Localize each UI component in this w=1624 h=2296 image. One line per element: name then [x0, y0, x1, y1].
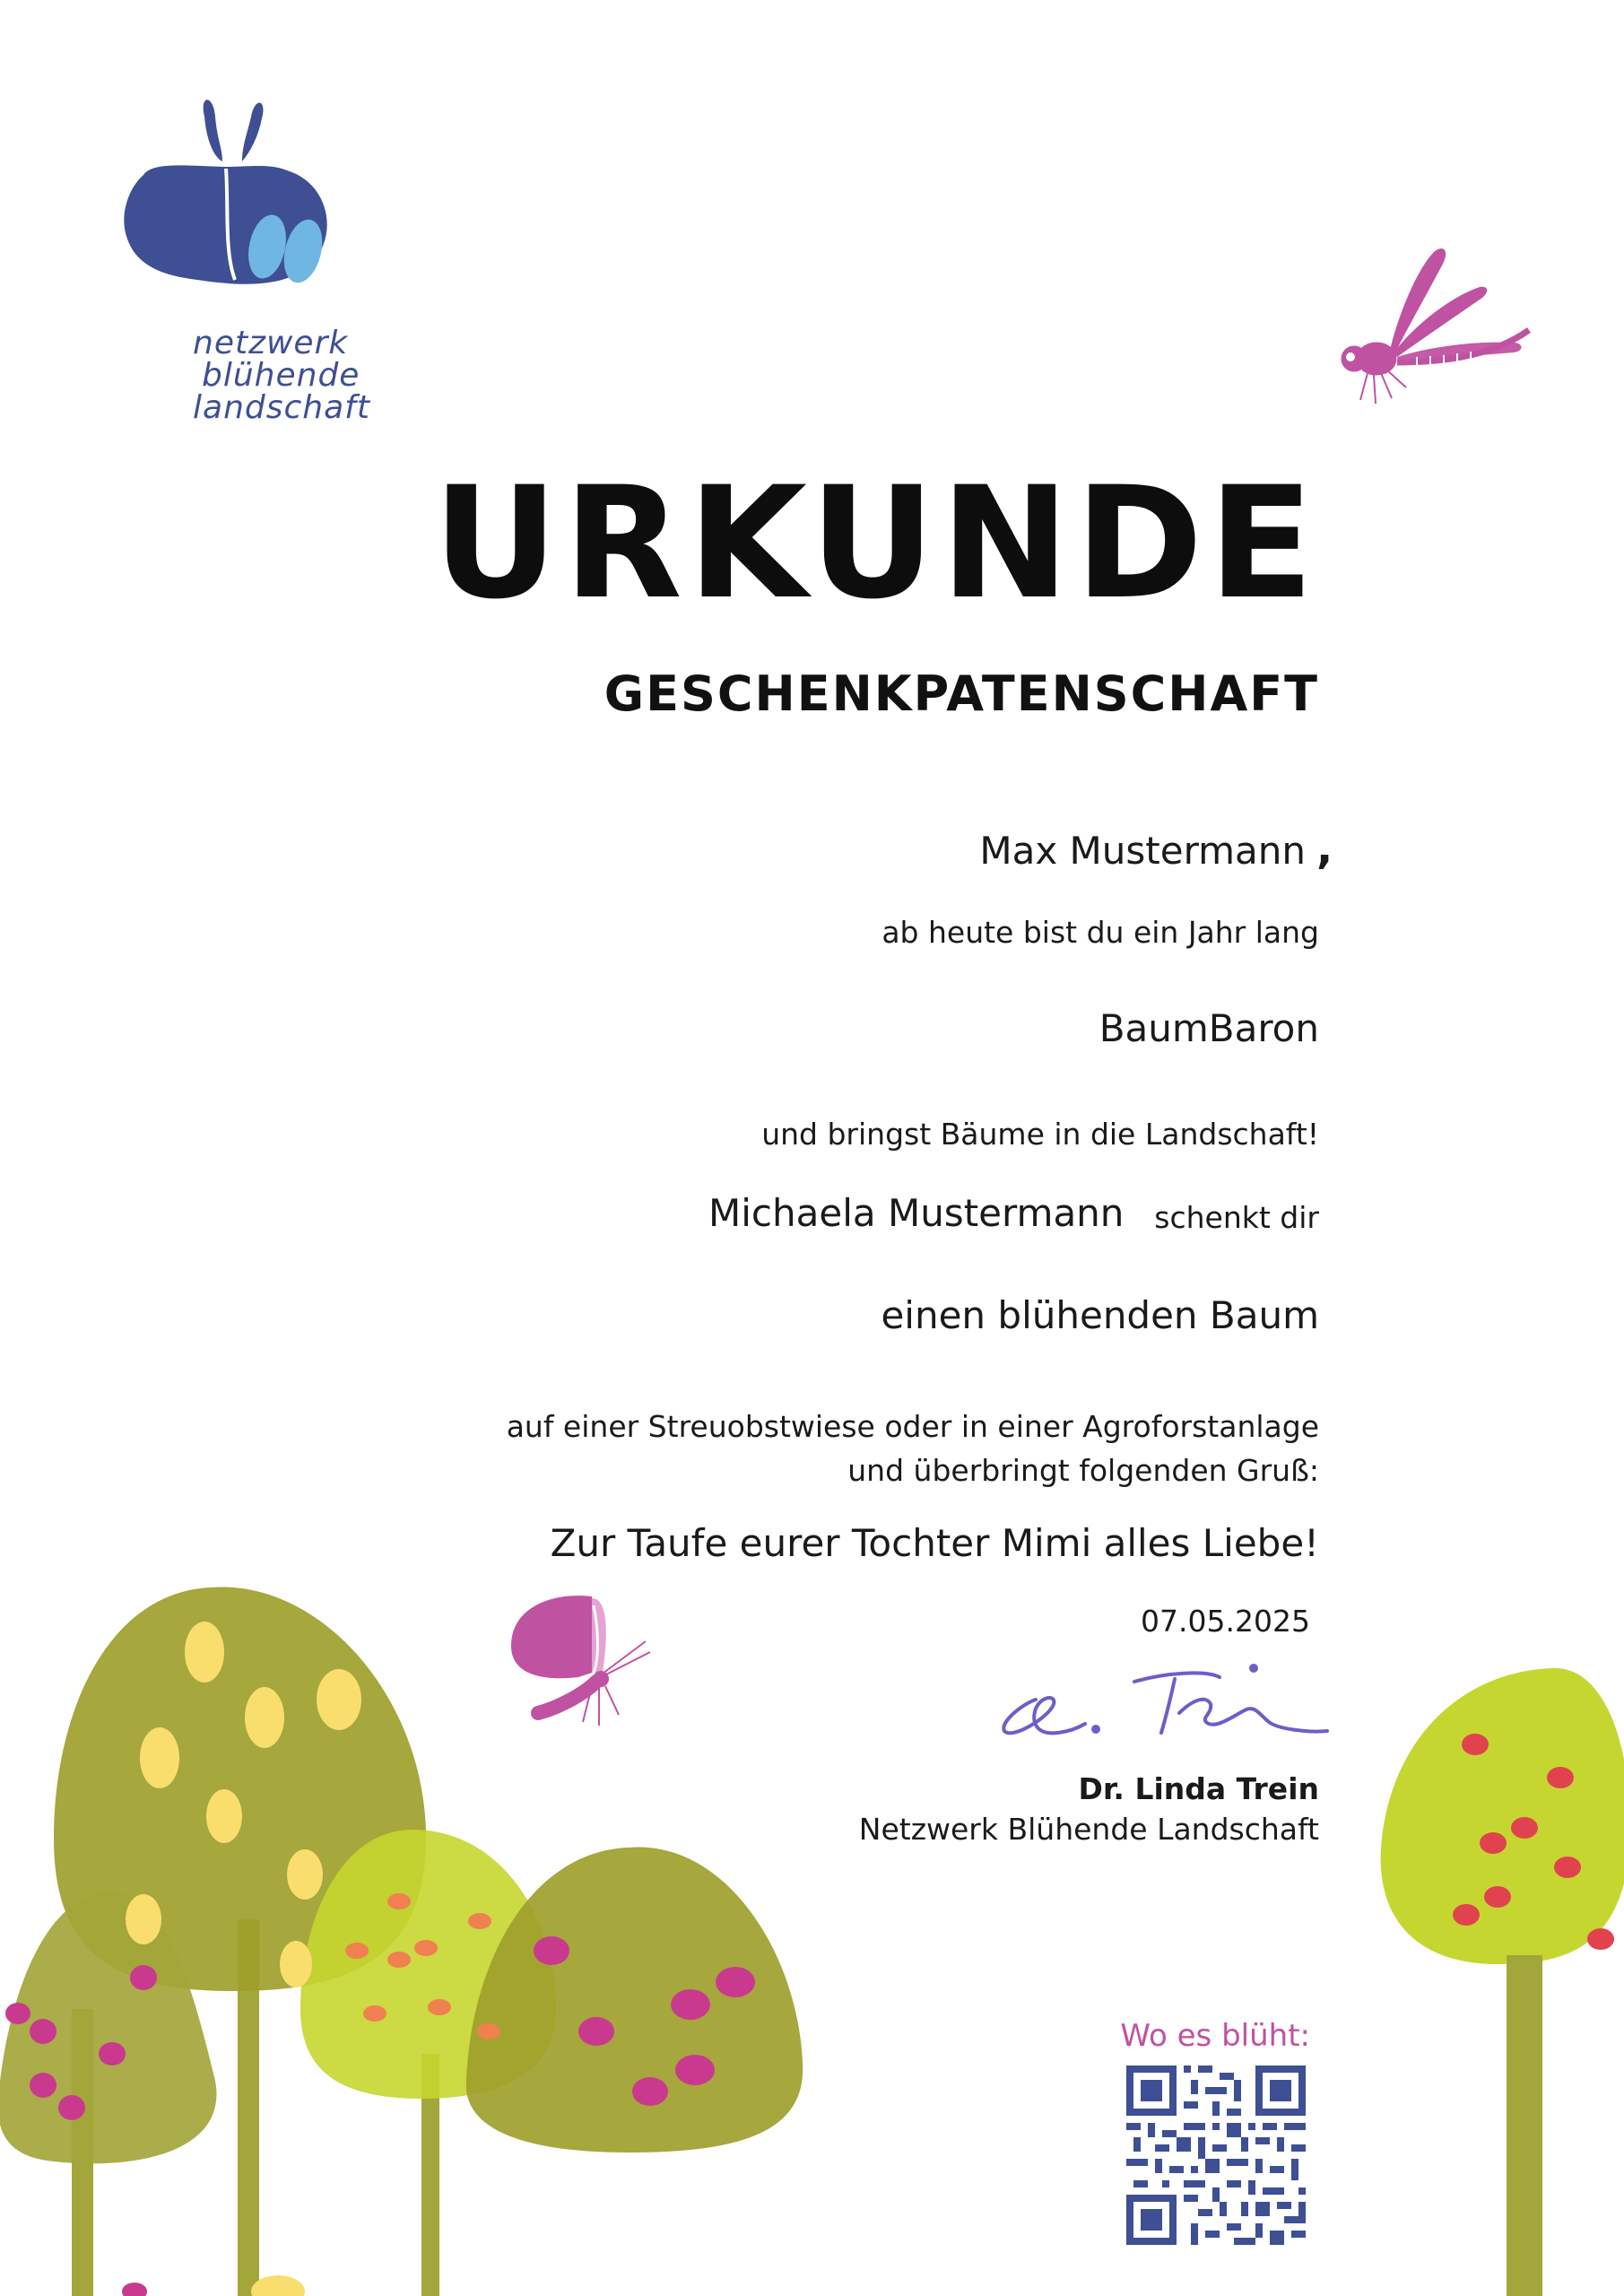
- action-text: und bringst Bäume in die Landschaft!: [761, 1117, 1319, 1152]
- intro-text: ab heute bist du ein Jahr lang: [881, 915, 1319, 950]
- dragonfly-icon: [1282, 242, 1533, 422]
- logo-text-line1: netzwerk: [193, 325, 349, 361]
- certificate-subtitle: GESCHENKPATENSCHAFT: [604, 665, 1319, 722]
- giver-name: Michaela Mustermann: [708, 1191, 1125, 1235]
- place-text-line2: und überbringt folgenden Gruß:: [847, 1453, 1319, 1488]
- certificate-title: URKUNDE: [432, 453, 1319, 633]
- qr-code-icon[interactable]: [1126, 2066, 1306, 2245]
- giver-verb: schenkt dir: [1154, 1200, 1319, 1235]
- bee-logo-icon: [117, 90, 413, 323]
- logo-text-line3: landschaft: [193, 389, 370, 426]
- gift-text: einen blühenden Baum: [881, 1293, 1319, 1337]
- package-name: BaumBaron: [1099, 1006, 1319, 1050]
- organization-logo: [117, 90, 413, 439]
- trees-illustration: [0, 1543, 1624, 2296]
- place-text-line1: auf einer Streuobstwiese oder in einer Agroforstanlage: [506, 1409, 1319, 1444]
- greeting-text: Zur Taufe eurer Tochter Mimi alles Liebe!: [550, 1521, 1319, 1565]
- recipient-name: Max Mustermann: [979, 829, 1306, 873]
- issue-date: 07.05.2025: [1141, 1604, 1310, 1639]
- recipient-comma: ,: [1316, 823, 1333, 874]
- logo-text-line2: blühende: [202, 357, 360, 394]
- signer-name: Dr. Linda Trein: [1078, 1771, 1319, 1806]
- qr-label: Wo es blüht:: [1120, 2018, 1310, 2054]
- signer-organization: Netzwerk Blühende Landschaft: [858, 1812, 1319, 1847]
